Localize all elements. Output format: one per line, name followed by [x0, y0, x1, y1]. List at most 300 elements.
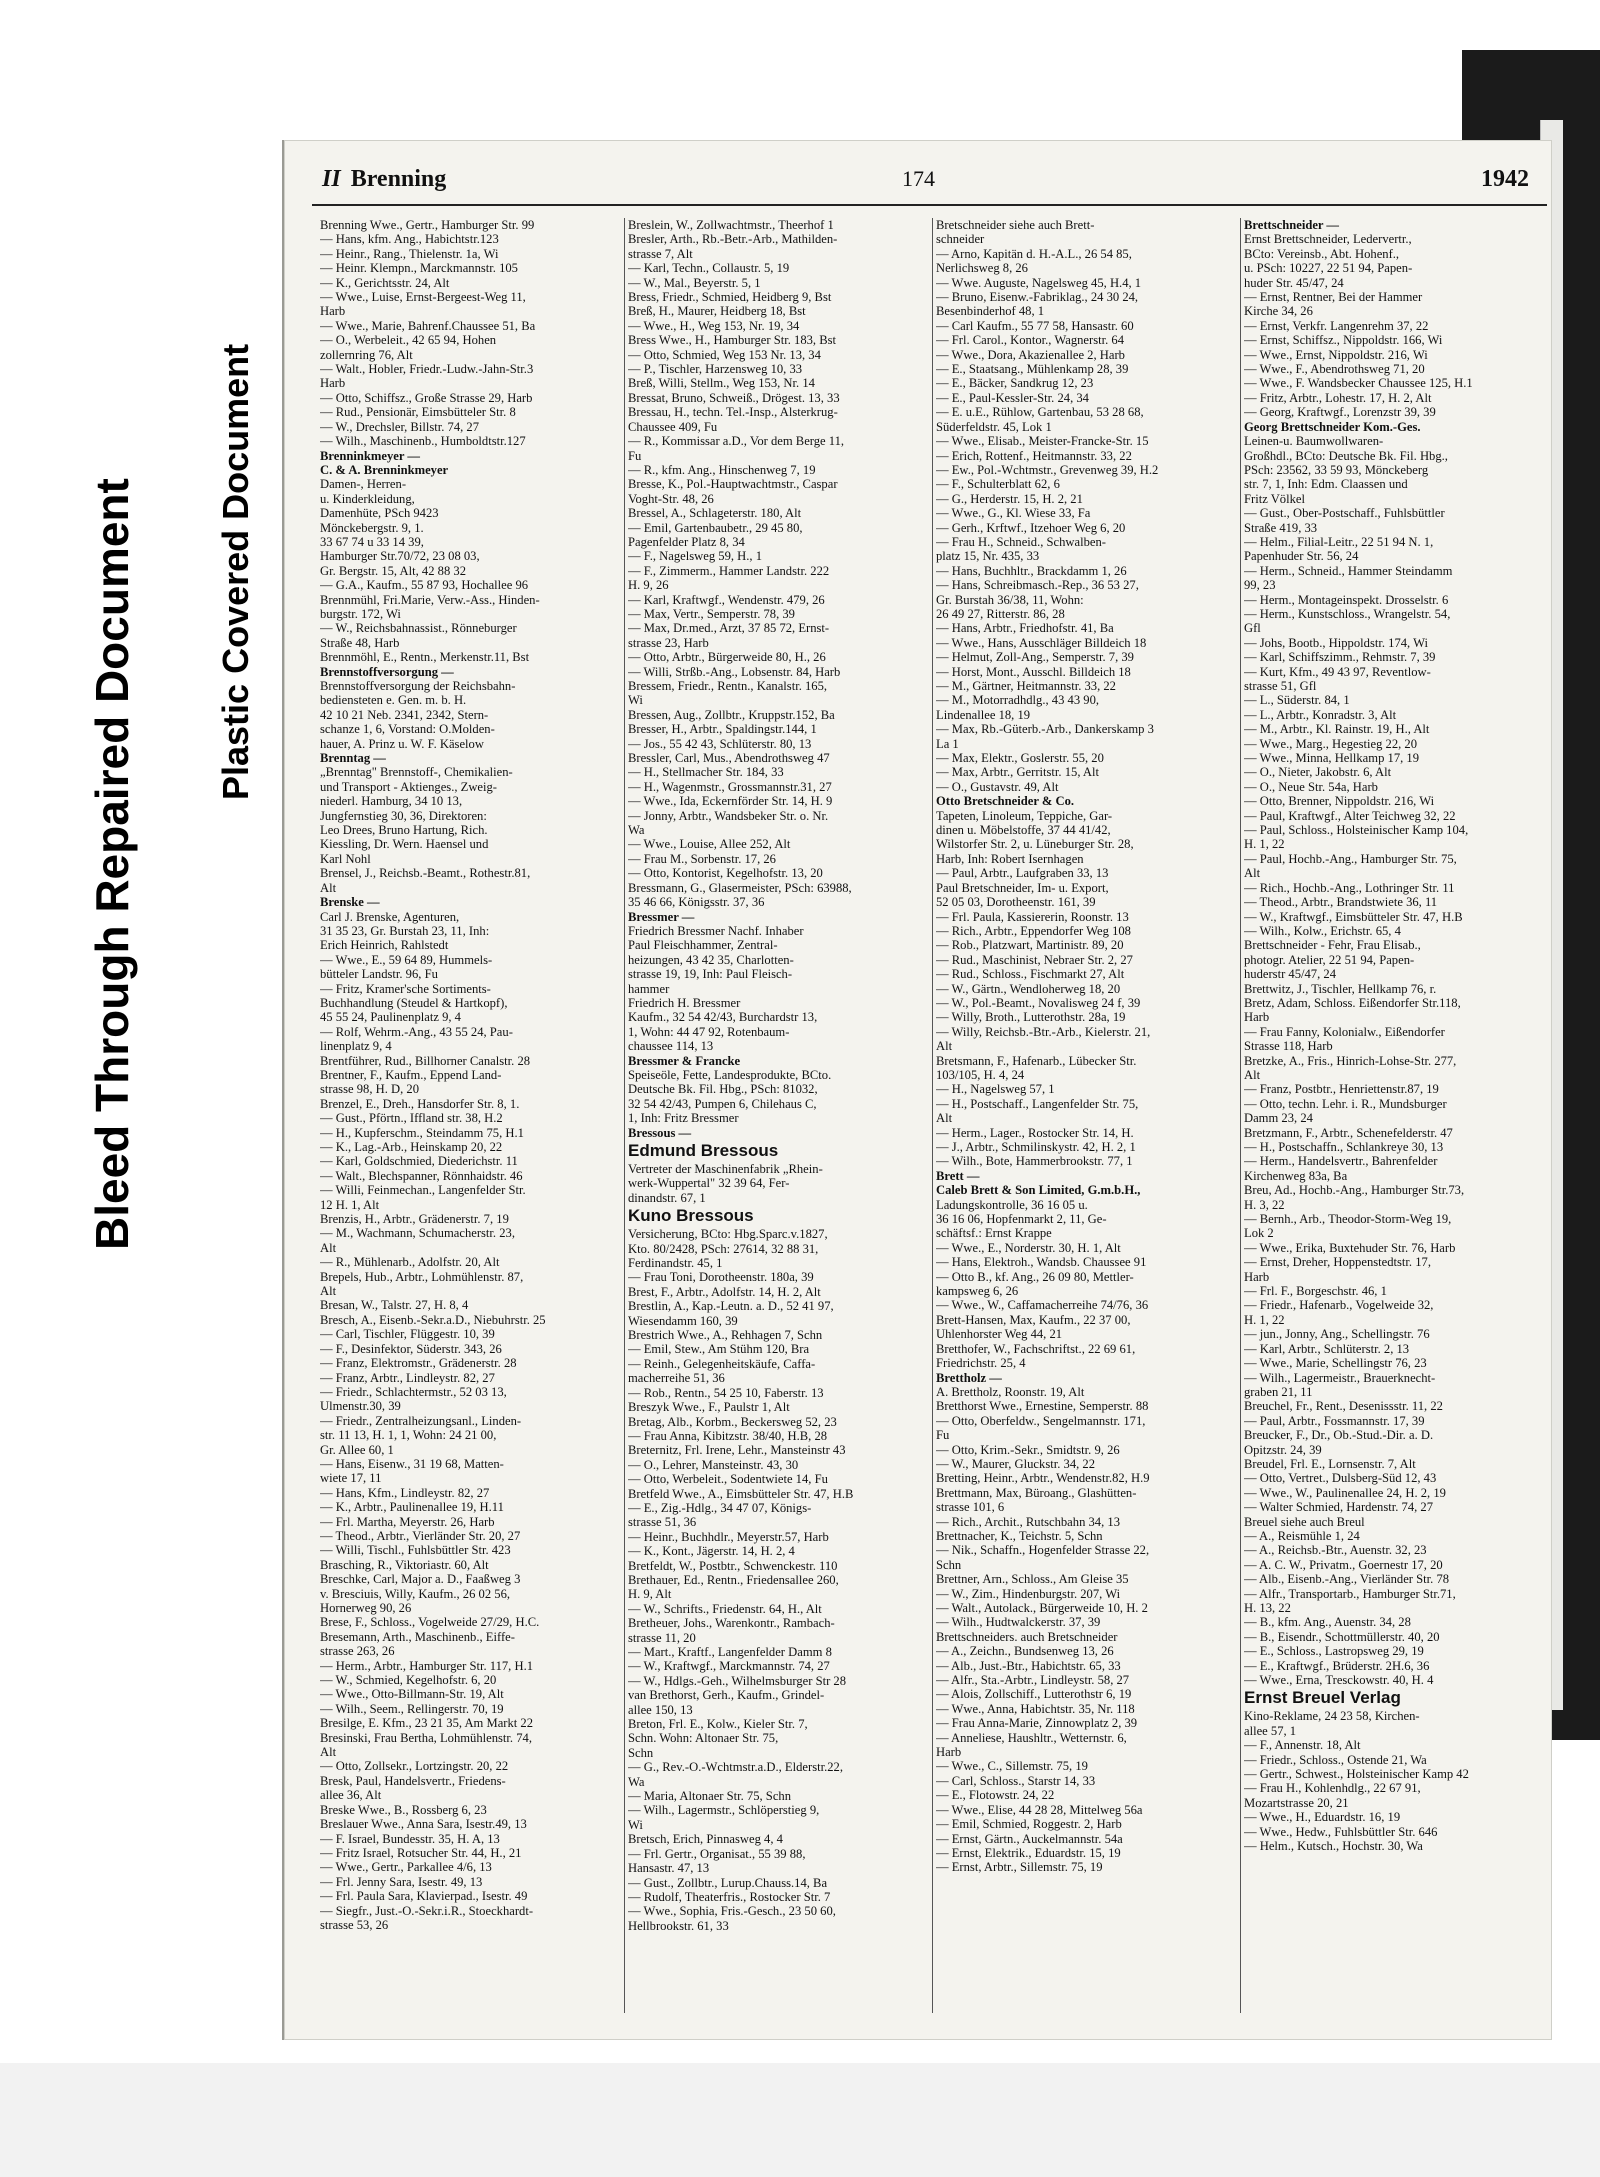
- directory-entry: Ferdinandstr. 45, 1: [628, 1256, 723, 1271]
- directory-entry: — Karl, Techn., Collaustr. 5, 19: [628, 261, 790, 276]
- directory-entry: Alt: [320, 1284, 337, 1299]
- directory-entry: Bretz, Adam, Schloss. Eißendorfer Str.118,: [1244, 995, 1461, 1010]
- directory-entry: schneider: [936, 232, 985, 247]
- directory-entry: — Otto, Brenner, Nippoldstr. 216, Wi: [1244, 794, 1435, 809]
- directory-entry: Bressmann, G., Glasermeister, PSch: 63988,: [628, 880, 852, 895]
- directory-entry: — Rud., Maschinist, Nebraer Str. 2, 27: [936, 952, 1133, 967]
- directory-entry: Mönckebergstr. 9, 1.: [320, 520, 424, 535]
- directory-entry: — Franz, Elektromstr., Grädenerstr. 28: [320, 1356, 517, 1371]
- directory-entry: H. 3, 22: [1244, 1197, 1285, 1212]
- directory-entry: Brettschneiders. auch Bretschneider: [936, 1629, 1118, 1644]
- directory-entry: H. 1, 22: [1244, 1312, 1285, 1327]
- directory-entry: 32 54 42/43, Pumpen 6, Chilehaus C,: [628, 1096, 817, 1111]
- directory-entry: — Ernst, Schiffsz., Nippoldstr. 166, Wi: [1244, 333, 1443, 348]
- directory-entry: — Frau Fanny, Kolonialw., Eißendorfer: [1244, 1024, 1445, 1039]
- directory-entry: — Hans, Kfm., Lindleystr. 82, 27: [320, 1485, 490, 1500]
- directory-entry: — Gerh., Krftwf., Itzehoer Weg 6, 20: [936, 520, 1126, 535]
- directory-entry: — Wwe., Marg., Hegestieg 22, 20: [1244, 736, 1418, 751]
- column-1: [320, 218, 618, 2018]
- directory-entry: chaussee 114, 13: [628, 1039, 714, 1054]
- directory-entry: — Frl. Carol., Kontor., Wagnerstr. 64: [936, 333, 1124, 348]
- directory-entry: — Herm., Arbtr., Hamburger Str. 117, H.1: [320, 1658, 534, 1673]
- directory-entry: Kuno Bressous: [628, 1206, 754, 1226]
- directory-entry: — Otto, Zollsekr., Lortzingstr. 20, 22: [320, 1759, 509, 1774]
- directory-entry: — Wwe., Hans, Ausschläger Billdeich 18: [936, 635, 1147, 650]
- directory-entry: — Rud., Schloss., Fischmarkt 27, Alt: [936, 967, 1125, 982]
- directory-entry: — Wwe., E., Norderstr. 30, H. 1, Alt: [936, 1240, 1121, 1255]
- directory-entry: Bretsmann, F., Hafenarb., Lübecker Str.: [936, 1053, 1137, 1068]
- column-3: [936, 218, 1234, 2018]
- directory-entry: Bretschneider siehe auch Brett-: [936, 218, 1095, 232]
- directory-entry: — Wilh., Maschinenb., Humboldtstr.127: [320, 434, 526, 449]
- directory-entry: — W., Hdlgs.-Geh., Wilhelmsburger Str 28: [628, 1673, 847, 1688]
- directory-entry: Brettnacher, K., Teichstr. 5, Schn: [936, 1528, 1103, 1543]
- directory-entry: — Wilh., Lagermstr., Schlöperstieg 9,: [628, 1803, 820, 1818]
- directory-entry: Bretfeldt, W., Postbtr., Schwenckestr. 110: [628, 1558, 838, 1573]
- directory-entry: Leinen-u. Baumwollwaren-: [1244, 434, 1384, 449]
- directory-entry: — G., Rev.-O.-Wchtmstr.a.D., Elderstr.22,: [628, 1760, 843, 1775]
- directory-entry: — Siegfr., Just.-O.-Sekr.i.R., Stoeckhardt-: [320, 1903, 534, 1918]
- directory-entry: Bresinski, Frau Bertha, Lohmühlenstr. 74,: [320, 1730, 532, 1745]
- directory-entry: — Anneliese, Haushltr., Wetternstr. 6,: [936, 1730, 1127, 1745]
- directory-entry: macherreihe 51, 36: [628, 1371, 725, 1386]
- directory-entry: — O., Lehrer, Mansteinstr. 43, 30: [628, 1457, 799, 1472]
- directory-entry: Kto. 80/2428, PSch: 27614, 32 88 31,: [628, 1241, 819, 1256]
- directory-entry: — Willi, Strßb.-Ang., Lobsenstr. 84, Harb: [628, 664, 841, 679]
- directory-entry: — Nik., Schaffn., Hogenfelder Strasse 22,: [936, 1543, 1150, 1558]
- directory-entry: Wa: [628, 1774, 645, 1789]
- directory-entry: — L., Süderstr. 84, 1: [1244, 693, 1350, 708]
- directory-entry: — W., Pol.-Beamt., Novalisweg 24 f, 39: [936, 995, 1141, 1010]
- directory-entry: — Frau Anna-Marie, Zinnowplatz 2, 39: [936, 1716, 1138, 1731]
- directory-entry: — Wilh., Kolw., Erichstr. 65, 4: [1244, 923, 1401, 938]
- directory-entry: platz 15, Nr. 435, 33: [936, 549, 1040, 564]
- directory-entry: — Wwe., Sophia, Fris.-Gesch., 23 50 60,: [628, 1904, 836, 1919]
- directory-entry: — Mart., Kraftf., Langenfelder Damm 8: [628, 1645, 832, 1659]
- directory-entry: — Otto, Werbeleit., Sodentwiete 14, Fu: [628, 1472, 828, 1487]
- directory-entry: Bresse, K., Pol.-Hauptwachtmstr., Caspar: [628, 477, 838, 492]
- directory-entry: — E. u.E., Rühlow, Gartenbau, 53 28 68,: [936, 405, 1144, 420]
- directory-entry: — Wwe., E., 59 64 89, Hummels-: [320, 952, 493, 967]
- directory-entry: kampsweg 6, 26: [936, 1284, 1019, 1299]
- directory-entry: — W., Kraftwgf., Marckmannstr. 74, 27: [628, 1659, 830, 1674]
- directory-entry: — Max, Rb.-Güterb.-Arb., Dankerskamp 3: [936, 722, 1154, 737]
- label-bleed-through: Bleed Through Repaired Document: [86, 478, 138, 1250]
- directory-entry: Brennmöhl, E., Rentn., Merkenstr.11, Bst: [320, 650, 530, 665]
- directory-entry: Brenzis, H., Arbtr., Grädenerstr. 7, 19: [320, 1212, 509, 1227]
- directory-entry: — Fritz Israel, Rotsucher Str. 44, H., 21: [320, 1845, 522, 1860]
- directory-entry: — Bruno, Eisenw.-Fabriklag., 24 30 24,: [936, 290, 1139, 305]
- directory-entry: linenplatz 9, 4: [320, 1039, 392, 1054]
- directory-entry: Bressous —: [628, 1125, 692, 1140]
- directory-entry: H. 9, Alt: [628, 1587, 672, 1602]
- directory-entry: Friedrichstr. 25, 4: [936, 1356, 1026, 1371]
- directory-entry: Buchhandlung (Steudel & Hartkopf),: [320, 995, 508, 1010]
- directory-entry: Brettschneider —: [1244, 218, 1340, 232]
- directory-entry: — Helmut, Zoll-Ang., Semperstr. 7, 39: [936, 650, 1134, 665]
- directory-entry: — Rolf, Wehrm.-Ang., 43 55 24, Pau-: [320, 1024, 513, 1039]
- directory-entry: — Otto, Oberfeldw., Sengelmannstr. 171,: [936, 1413, 1146, 1428]
- directory-entry: — E., Kraftwgf., Brüderstr. 2H.6, 36: [1244, 1658, 1430, 1673]
- directory-entry: Alt: [1244, 866, 1261, 881]
- directory-entry: strasse 11, 20: [628, 1630, 696, 1645]
- directory-entry: — Friedr., Schlachtermstr., 52 03 13,: [320, 1384, 507, 1399]
- directory-entry: Harb: [320, 376, 346, 391]
- directory-entry: — Walter Schmied, Hardenstr. 74, 27: [1244, 1500, 1434, 1515]
- directory-entry: Opitzstr. 24, 39: [1244, 1442, 1322, 1457]
- directory-entry: Alt: [1244, 1067, 1261, 1082]
- directory-entry: — Heinr., Buchhdlr., Meyerstr.57, Harb: [628, 1529, 829, 1544]
- directory-entry: bütteler Landstr. 96, Fu: [320, 967, 438, 982]
- directory-entry: — F., Annenstr. 18, Alt: [1244, 1738, 1361, 1753]
- directory-entry: burgstr. 172, Wi: [320, 606, 401, 621]
- directory-entry: — Otto, techn. Lehr. i. R., Mundsburger: [1244, 1096, 1447, 1111]
- directory-entry: Hornerweg 90, 26: [320, 1601, 412, 1615]
- directory-entry: — Otto, Schmied, Weg 153 Nr. 13, 34: [628, 347, 821, 362]
- directory-entry: Alt: [320, 1240, 337, 1255]
- directory-entry: — Willi, Tischl., Fuhlsbüttler Str. 423: [320, 1543, 511, 1558]
- directory-entry: Wiesendamm 160, 39: [628, 1313, 738, 1328]
- directory-entry: La 1: [936, 736, 959, 751]
- scan-bottom-margin: [0, 2063, 1600, 2177]
- directory-entry: Nerlichsweg 8, 26: [936, 261, 1028, 276]
- directory-entry: Friedrich Bressmer Nachf. Inhaber: [628, 923, 804, 938]
- directory-entry: — Willy, Broth., Lutterothstr. 28a, 19: [936, 1010, 1126, 1025]
- directory-entry: 52 05 03, Dorotheenstr. 161, 39: [936, 895, 1096, 910]
- directory-entry: — A., Reichsb.-Btr., Auenstr. 32, 23: [1244, 1543, 1427, 1558]
- directory-entry: — Arno, Kapitän d. H.-A.L., 26 54 85,: [936, 246, 1132, 261]
- directory-entry: — Ew., Pol.-Wchtmstr., Grevenweg 39, H.2: [936, 462, 1159, 477]
- directory-entry: — Rich., Arbtr., Eppendorfer Weg 108: [936, 923, 1131, 938]
- directory-entry: — Carl, Schloss., Starstr 14, 33: [936, 1773, 1096, 1788]
- directory-entry: — Herm., Lager., Rostocker Str. 14, H.: [936, 1125, 1134, 1140]
- directory-entry: u. PSch: 10227, 22 51 94, Papen-: [1244, 261, 1413, 276]
- directory-entry: — F., Schulterblatt 62, 6: [936, 477, 1060, 492]
- scan-top-margin: [0, 0, 1600, 50]
- directory-entry: — Theod., Arbtr., Brandstwiete 36, 11: [1244, 895, 1438, 910]
- directory-entry: — O., Werbeleit., 42 65 94, Hohen: [320, 333, 497, 348]
- directory-entry: — G.A., Kaufm., 55 87 93, Hochallee 96: [320, 578, 529, 593]
- directory-entry: — Hans, kfm. Ang., Habichtstr.123: [320, 232, 499, 247]
- directory-entry: — Bernh., Arb., Theodor-Storm-Weg 19,: [1244, 1212, 1452, 1227]
- directory-entry: 26 49 27, Ritterstr. 86, 28: [936, 606, 1065, 621]
- directory-entry: huder Str. 45/47, 24: [1244, 275, 1344, 290]
- directory-entry: — Max, Dr.med., Arzt, 37 85 72, Ernst-: [628, 621, 830, 636]
- directory-entry: Breuchel, Fr., Rent., Desenissstr. 11, 22: [1244, 1399, 1443, 1414]
- directory-entry: — Max, Vertr., Semperstr. 78, 39: [628, 606, 795, 621]
- directory-entry: — Wwe., H., Weg 153, Nr. 19, 34: [628, 318, 800, 333]
- directory-entry: — Franz, Postbtr., Henriettenstr.87, 19: [1244, 1082, 1439, 1097]
- directory-entry: Brettmann, Max, Büroang., Glashütten-: [936, 1485, 1137, 1500]
- directory-entry: 45 55 24, Paulinenplatz 9, 4: [320, 1010, 461, 1025]
- directory-entry: — W., Drechsler, Billstr. 74, 27: [320, 419, 480, 434]
- directory-entry: — Emil, Gartenbaubetr., 29 45 80,: [628, 520, 803, 535]
- directory-entry: — Emil, Stew., Am Stühm 120, Bra: [628, 1342, 810, 1357]
- directory-entry: — Erich, Rottenf., Heitmannstr. 33, 22: [936, 448, 1132, 463]
- directory-entry: Breslauer Wwe., Anna Sara, Isestr.49, 13: [320, 1817, 527, 1832]
- directory-entry: — Frl. Martha, Meyerstr. 26, Harb: [320, 1514, 495, 1529]
- directory-entry: Harb, Inh: Robert Isernhagen: [936, 851, 1084, 866]
- directory-entry: — Wwe., C., Sillemstr. 75, 19: [936, 1759, 1088, 1774]
- directory-entry: strasse 23, Harb: [628, 635, 709, 650]
- directory-entry: 1, Wohn: 44 47 92, Rotenbaum-: [628, 1024, 790, 1039]
- directory-entry: — R., Kommissar a.D., Vor dem Berge 11,: [628, 434, 845, 449]
- directory-entry: — Karl, Schiffszimm., Rehmstr. 7, 39: [1244, 650, 1436, 665]
- directory-entry: Papenhuder Str. 56, 24: [1244, 549, 1359, 564]
- directory-entry: Bresch, A., Eisenb.-Sekr.a.D., Niebuhrstr. 25: [320, 1312, 546, 1327]
- directory-entry: Damen-, Herren-: [320, 477, 407, 492]
- directory-entry: 1, Inh: Fritz Bressmer: [628, 1111, 739, 1126]
- directory-entry: — Heinr., Rang., Thielenstr. 1a, Wi: [320, 246, 499, 261]
- directory-entry: — O., Nieter, Jakobstr. 6, Alt: [1244, 765, 1392, 780]
- directory-entry: 103/105, H. 4, 24: [936, 1067, 1025, 1082]
- directory-entry: Harb: [320, 304, 346, 319]
- directory-entry: Besenbinderhof 48, 1: [936, 304, 1045, 319]
- directory-entry: — R., Mühlenarb., Adolfstr. 20, Alt: [320, 1255, 500, 1270]
- directory-entry: Bretheuer, Johs., Warenkontr., Rambach-: [628, 1616, 835, 1631]
- directory-entry: — Frl. Jenny Sara, Isestr. 49, 13: [320, 1874, 483, 1889]
- directory-entry: niederl. Hamburg, 34 10 13,: [320, 794, 463, 809]
- directory-entry: — Wwe., Ida, Eckernförder Str. 14, H. 9: [628, 794, 833, 809]
- directory-entry: — Frau H., Schneid., Schwalben-: [936, 534, 1106, 549]
- directory-entry: Straße 419, 33: [1244, 520, 1318, 535]
- directory-entry: „Brenntag" Brennstoff-, Chemikalien-: [320, 765, 513, 780]
- directory-entry: — W., Maurer, Gluckstr. 34, 22: [936, 1456, 1096, 1471]
- directory-entry: Brennmühl, Fri.Marie, Verw.-Ass., Hinden-: [320, 592, 540, 607]
- directory-entry: — Willi, Feinmechan., Langenfelder Str.: [320, 1183, 526, 1198]
- directory-entry: Brennstoffversorgung —: [320, 664, 454, 679]
- directory-entry: Bresan, W., Talstr. 27, H. 8, 4: [320, 1298, 469, 1313]
- directory-entry: — W., Schrifts., Friedenstr. 64, H., Alt: [628, 1601, 822, 1616]
- directory-entry: — Ernst, Arbtr., Sillemstr. 75, 19: [936, 1860, 1103, 1875]
- directory-entry: — Wwe., Ernst, Nippoldstr. 216, Wi: [1244, 347, 1428, 362]
- directory-entry: — H., Wagenmstr., Grossmannstr.31, 27: [628, 779, 832, 794]
- directory-entry: heizungen, 43 42 35, Charlotten-: [628, 952, 794, 967]
- directory-entry: Schn: [628, 1745, 654, 1760]
- directory-entry: — Wilh., Bote, Hammerbrookstr. 77, 1: [936, 1154, 1133, 1169]
- directory-entry: Ernst Brettschneider, Ledervertr.,: [1244, 232, 1412, 247]
- directory-entry: Straße 48, Harb: [320, 635, 400, 650]
- directory-entry: Alt: [320, 880, 337, 895]
- directory-entry: — R., kfm. Ang., Hinschenweg 7, 19: [628, 462, 816, 477]
- directory-entry: — Frl. F., Borgeschstr. 46, 1: [1244, 1284, 1387, 1299]
- directory-entry: — O., Gustavstr. 49, Alt: [936, 779, 1059, 794]
- directory-entry: Pagenfelder Platz 8, 34: [628, 534, 745, 549]
- directory-entry: — Jonny, Arbtr., Wandsbeker Str. o. Nr.: [628, 808, 829, 823]
- directory-entry: dinandstr. 67, 1: [628, 1190, 706, 1205]
- directory-entry: — F., Zimmerm., Hammer Landstr. 222: [628, 563, 830, 578]
- directory-entry: Brennstoffversorgung der Reichsbahn-: [320, 679, 516, 693]
- directory-entry: — Ernst, Rentner, Bei der Hammer: [1244, 290, 1423, 305]
- directory-entry: — Wwe. Auguste, Nagelsweg 45, H.4, 1: [936, 275, 1142, 290]
- directory-entry: hammer: [628, 981, 670, 996]
- directory-entry: Bretfeld Wwe., A., Eimsbütteler Str. 47, H.B: [628, 1486, 854, 1501]
- directory-entry: Bretthofer, W., Fachschriftst., 22 69 61,: [936, 1341, 1136, 1356]
- directory-entry: — Jos., 55 42 43, Schlüterstr. 80, 13: [628, 736, 812, 751]
- directory-entry: Kino-Reklame, 24 23 58, Kirchen-: [1244, 1709, 1420, 1724]
- directory-entry: — F., Nagelsweg 59, H., 1: [628, 549, 763, 564]
- directory-entry: photogr. Atelier, 22 51 94, Papen-: [1244, 952, 1415, 967]
- directory-entry: Edmund Bressous: [628, 1141, 779, 1160]
- directory-entry: — H., Nagelsweg 57, 1: [936, 1082, 1055, 1097]
- directory-entry: — Otto B., kf. Ang., 26 09 80, Mettler-: [936, 1269, 1134, 1284]
- directory-entry: Fu: [628, 448, 642, 463]
- directory-entry: Bressmer & Francke: [628, 1053, 741, 1068]
- directory-entry: — P., Tischler, Harzensweg 10, 33: [628, 362, 803, 377]
- directory-entry: Fritz Völkel: [1244, 491, 1305, 506]
- directory-entry: Bressem, Friedr., Rentn., Kanalstr. 165,: [628, 679, 828, 693]
- directory-entry: Brasching, R., Viktoriastr. 60, Alt: [320, 1557, 489, 1572]
- directory-entry: — Heinr. Klempn., Marckmannstr. 105: [320, 261, 518, 276]
- directory-entry: 33 67 74 u 33 14 39,: [320, 534, 424, 549]
- directory-entry: — K., Gerichtsstr. 24, Alt: [320, 275, 450, 290]
- directory-entry: — A., Reismühle 1, 24: [1244, 1528, 1360, 1543]
- directory-entry: — Frau H., Kohlenhdlg., 22 67 91,: [1244, 1781, 1421, 1796]
- directory-entry: Brentner, F., Kaufm., Eppend Land-: [320, 1067, 502, 1082]
- directory-entry: — Carl Kaufm., 55 77 58, Hansastr. 60: [936, 318, 1134, 333]
- directory-entry: Lindenallee 18, 19: [936, 707, 1031, 722]
- directory-entry: A. Brettholz, Roonstr. 19, Alt: [936, 1384, 1085, 1399]
- directory-entry: schäftsf.: Ernst Krappe: [936, 1226, 1052, 1241]
- directory-entry: — Willy, Reichsb.-Btr.-Arb., Kielerstr. 21,: [936, 1024, 1151, 1039]
- directory-entry: Bress Wwe., H., Hamburger Str. 183, Bst: [628, 333, 837, 348]
- directory-entry: — Wwe., Erika, Buxtehuder Str. 76, Harb: [1244, 1240, 1456, 1255]
- directory-entry: Gr. Bergstr. 15, Alt, 42 88 32: [320, 563, 467, 578]
- directory-entry: und Transport - Aktienges., Zweig-: [320, 779, 498, 794]
- directory-entry: — M., Motorradhdlg., 43 43 90,: [936, 693, 1100, 708]
- directory-entry: — Paul, Hochb.-Ang., Hamburger Str. 75,: [1244, 851, 1457, 866]
- directory-entry: 36 16 06, Hopfenmarkt 2, 11, Ge-: [936, 1212, 1107, 1227]
- directory-entry: — Rich., Archit., Rutschbahn 34, 13: [936, 1514, 1120, 1529]
- directory-entry: — Theod., Arbtr., Vierländer Str. 20, 27: [320, 1528, 521, 1543]
- directory-entry: Otto Bretschneider & Co.: [936, 794, 1075, 809]
- directory-entry: Breucker, F., Dr., Ob.-Stud.-Dir. a. D.: [1244, 1428, 1434, 1443]
- directory-entry: — H., Postschaffn., Schlankreye 30, 13: [1244, 1140, 1444, 1154]
- directory-entry: Caleb Brett & Son Limited, G.m.b.H.,: [936, 1183, 1141, 1198]
- directory-entry: bediensteten e. Gen. m. b. H.: [320, 693, 467, 708]
- directory-entry: — Karl, Kraftwgf., Wendenstr. 479, 26: [628, 592, 825, 607]
- directory-entry: Breschke, Carl, Major a. D., Faaßweg 3: [320, 1572, 521, 1587]
- directory-entry: werk-Wuppertal" 32 39 64, Fer-: [628, 1176, 790, 1191]
- directory-entry: Gr. Burstah 36/38, 11, Wohn:: [936, 592, 1084, 607]
- directory-entry: — G., Herderstr. 15, H. 2, 21: [936, 491, 1083, 506]
- directory-entry: — K., Kont., Jägerstr. 14, H. 2, 4: [628, 1544, 795, 1559]
- directory-entry: Brethauer, Ed., Rentn., Friedensallee 260,: [628, 1572, 839, 1587]
- directory-entry: Schn: [936, 1557, 962, 1572]
- directory-entry: — M., Wachmann, Schumacherstr. 23,: [320, 1226, 515, 1241]
- directory-entry: Bretting, Heinr., Arbtr., Wendenstr.82, H.9: [936, 1471, 1150, 1486]
- directory-entry: — Herm., Montageinspekt. Drosselstr. 6: [1244, 592, 1449, 607]
- directory-entry: Wa: [628, 823, 645, 838]
- directory-entry: Brepels, Hub., Arbtr., Lohmühlenstr. 87,: [320, 1269, 524, 1284]
- directory-entry: Breszyk Wwe., F., Paulstr 1, Alt: [628, 1400, 790, 1415]
- directory-entry: strasse 19, 19, Inh: Paul Fleisch-: [628, 967, 793, 982]
- directory-entry: — B., kfm. Ang., Auenstr. 34, 28: [1244, 1615, 1411, 1630]
- directory-entry: Brettholz —: [936, 1370, 1002, 1385]
- directory-entry: allee 36, Alt: [320, 1788, 382, 1803]
- directory-entry: Bretsch, Erich, Pinnasweg 4, 4: [628, 1832, 783, 1847]
- directory-entry: Brenninkmeyer —: [320, 448, 420, 463]
- directory-entry: Hamburger Str.70/72, 23 08 03,: [320, 549, 480, 564]
- directory-entry: Kirche 34, 26: [1244, 304, 1313, 319]
- directory-entry: — Ernst, Verkfr. Langenrehm 37, 22: [1244, 318, 1429, 333]
- directory-entry: — Walt., Autolack., Bürgerweide 10, H. 2: [936, 1601, 1148, 1615]
- directory-entry: 31 35 23, Gr. Burstah 23, 11, Inh:: [320, 923, 490, 938]
- directory-entry: — Helm., Kutsch., Hochstr. 30, Wa: [1244, 1839, 1423, 1854]
- directory-entry: — Max, Arbtr., Gerritstr. 15, Alt: [936, 765, 1100, 780]
- header-left: [322, 166, 446, 193]
- directory-entry: — Frl. Paula Sara, Klavierpad., Isestr. 49: [320, 1889, 528, 1904]
- directory-entry: — Alb., Just.-Btr., Habichtstr. 65, 33: [936, 1658, 1121, 1673]
- directory-entry: wiete 17, 11: [320, 1471, 382, 1486]
- directory-entry: Erich Heinrich, Rahlstedt: [320, 938, 449, 953]
- directory-entry: Wilstorfer Str. 2, u. Lüneburger Str. 28,: [936, 837, 1134, 852]
- directory-entry: Damm 23, 24: [1244, 1111, 1313, 1126]
- directory-entry: Kiessling, Dr. Wern. Haensel und: [320, 837, 489, 852]
- directory-entry: — Herm., Kunstschloss., Wrangelstr. 54,: [1244, 606, 1451, 621]
- directory-entry: Bressler, Carl, Mus., Abendrothsweg 47: [628, 751, 830, 766]
- directory-entry: Ernst Breuel Verlag: [1244, 1688, 1401, 1708]
- directory-entry: — Wwe., Elisab., Meister-Francke-Str. 15: [936, 434, 1149, 449]
- directory-entry: — Otto, Vertret., Dulsberg-Süd 12, 43: [1244, 1471, 1437, 1486]
- directory-entry: BCto: Vereinsb., Abt. Hohenf.,: [1244, 246, 1400, 261]
- directory-entry: — Gust., Pförtn., Iffland str. 38, H.2: [320, 1111, 503, 1126]
- directory-entry: — Hans, Arbtr., Friedhofstr. 41, Ba: [936, 621, 1114, 636]
- directory-entry: — Frl. Paula, Kassiererin, Roonstr. 13: [936, 909, 1129, 924]
- directory-entry: Alt: [320, 1745, 337, 1760]
- directory-entry: strasse 51, Gfl: [1244, 679, 1317, 693]
- directory-entry: Bresk, Paul, Handelsvertr., Friedens-: [320, 1773, 506, 1788]
- page-header: [312, 160, 1547, 206]
- directory-entry: — Wwe., Otto-Billmann-Str. 19, Alt: [320, 1687, 504, 1702]
- directory-entry: — Gertr., Schwest., Holsteinischer Kamp 42: [1244, 1767, 1469, 1782]
- directory-entry: Brenntag —: [320, 751, 386, 766]
- directory-entry: — Wilh., Lagermeistr., Brauerknecht-: [1244, 1370, 1436, 1385]
- directory-entry: — Fritz, Arbtr., Lohestr. 17, H. 2, Alt: [1244, 390, 1432, 405]
- directory-entry: — Franz, Arbtr., Lindleystr. 82, 27: [320, 1370, 495, 1385]
- directory-entry: H. 1, 22: [1244, 837, 1285, 852]
- directory-entry: Damenhüte, PSch 9423: [320, 506, 439, 521]
- directory-entry: — Gust., Zollbtr., Lurup.Chauss.14, Ba: [628, 1875, 828, 1890]
- directory-entry: — Fritz, Kramer'sche Sortiments-: [320, 981, 491, 996]
- directory-entry: — Otto, Kontorist, Kegelhofstr. 13, 20: [628, 866, 823, 881]
- directory-entry: — W., Reichsbahnassist., Rönneburger: [320, 621, 517, 636]
- directory-entry: zollernring 76, Alt: [320, 347, 413, 362]
- directory-entry: — Wwe., Erna, Tresckowstr. 40, H. 4: [1244, 1673, 1434, 1688]
- directory-entry: van Brethorst, Gerh., Kaufm., Grindel-: [628, 1688, 825, 1703]
- directory-entry: — E., Flotowstr. 24, 22: [936, 1788, 1055, 1803]
- directory-entry: Bresler, Arth., Rb.-Betr.-Arb., Mathilden-: [628, 232, 838, 247]
- directory-entry: — Karl, Goldschmied, Diederichstr. 11: [320, 1154, 518, 1169]
- directory-entry: — Paul, Kraftwgf., Alter Teichweg 32, 22: [1244, 808, 1456, 823]
- directory-entry: — Maria, Altonaer Str. 75, Schn: [628, 1789, 791, 1804]
- directory-entry: — Wwe., F., Abendrothsweg 71, 20: [1244, 362, 1425, 377]
- directory-entry: Deutsche Bk. Fil. Hbg., PSch: 81032,: [628, 1082, 818, 1097]
- directory-entry: — Frl. Gertr., Organisat., 55 39 88,: [628, 1846, 806, 1861]
- directory-entry: — Rich., Hochb.-Ang., Lothringer Str. 11: [1244, 880, 1455, 895]
- directory-entry: Uhlenhorster Weg 44, 21: [936, 1327, 1063, 1342]
- directory-entry: Bressmer —: [628, 909, 695, 924]
- directory-entry: — Wwe., Elise, 44 28 28, Mittelweg 56a: [936, 1802, 1143, 1817]
- section-number: II: [322, 166, 341, 192]
- directory-entry: — Friedr., Zentralheizungsanl., Linden-: [320, 1413, 522, 1428]
- directory-entry: str. 11 13, H. 1, 1, Wohn: 24 21 00,: [320, 1428, 497, 1443]
- directory-entry: — Wwe., W., Caffamacherreihe 74/76, 36: [936, 1298, 1149, 1313]
- directory-entry: — Wwe., Hedw., Fuhlsbüttler Str. 646: [1244, 1824, 1438, 1839]
- directory-entry: hauer, A. Prinz u. W. F. Käselow: [320, 736, 484, 751]
- directory-entry: 12 H. 1, Alt: [320, 1197, 380, 1212]
- column-4: [1244, 218, 1542, 2018]
